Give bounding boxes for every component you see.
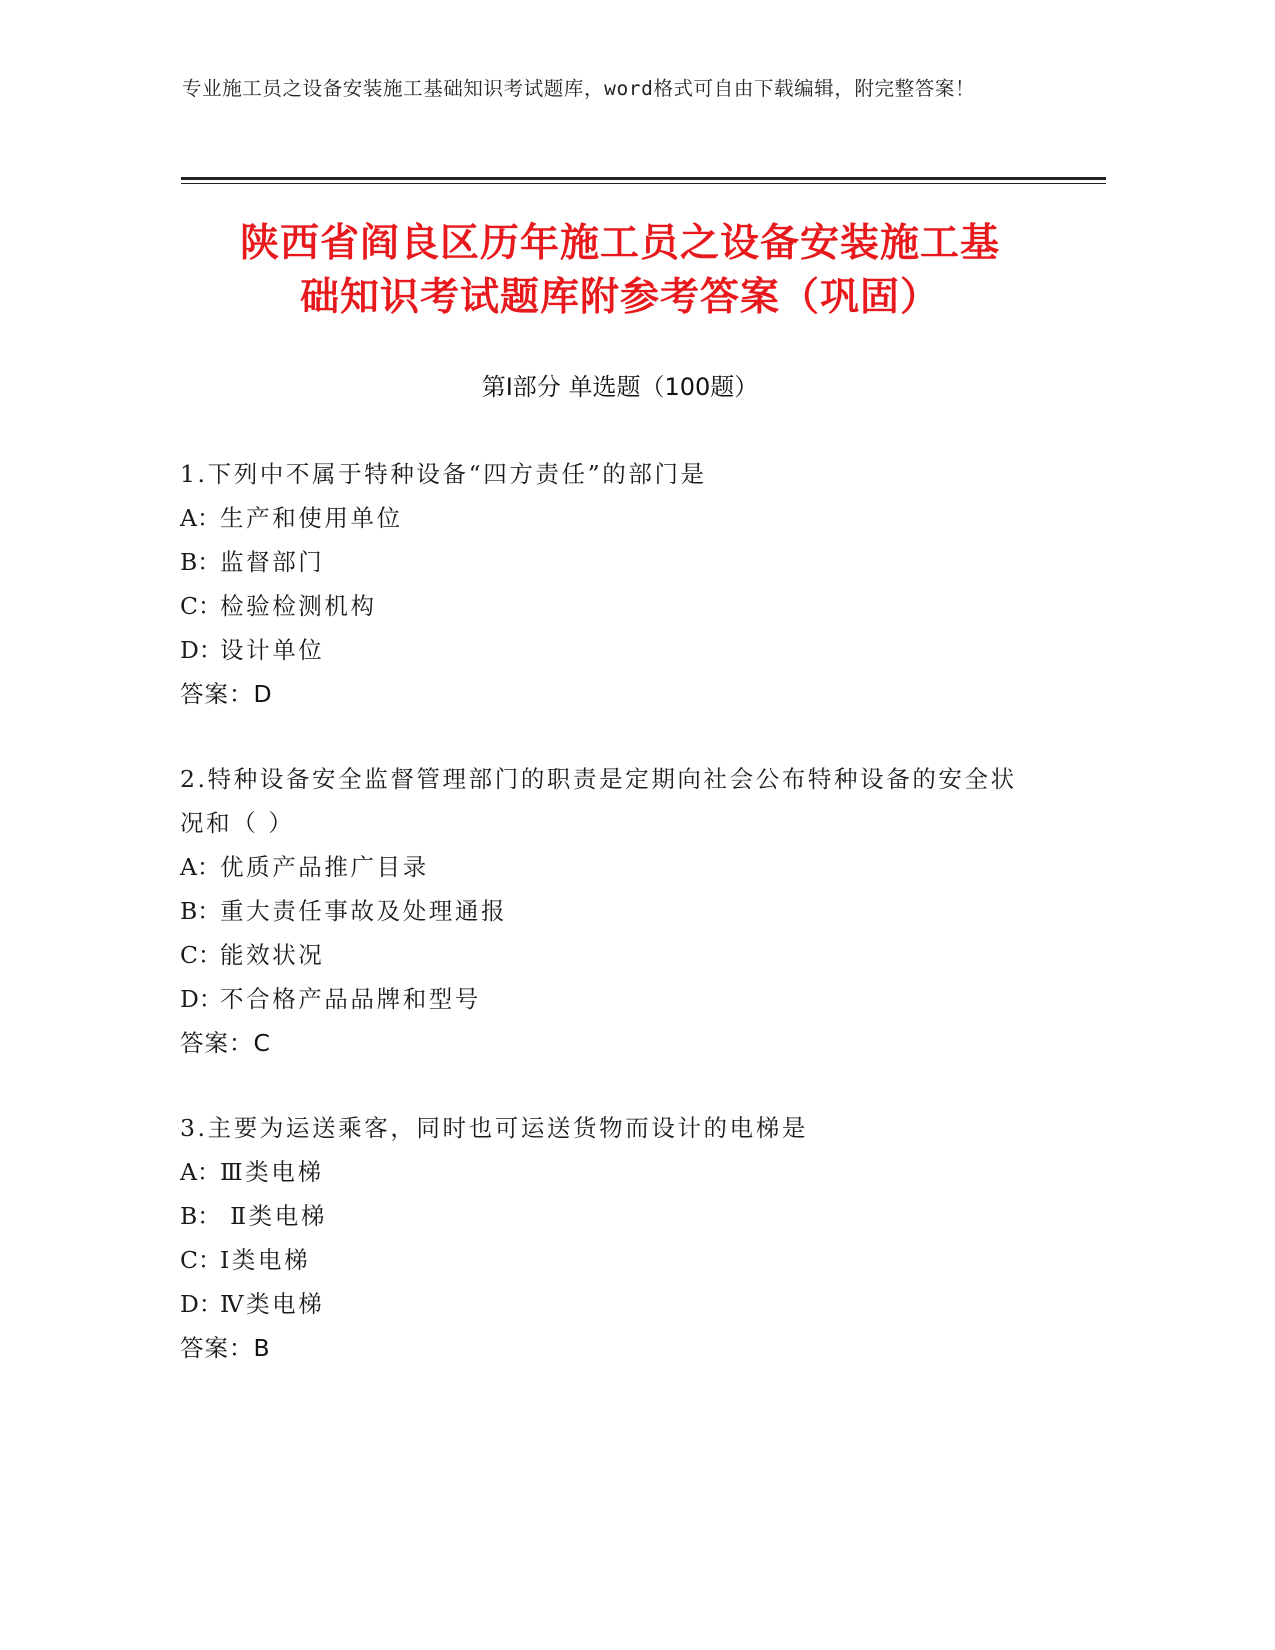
- option-text: 监督部门: [220, 548, 325, 576]
- option-c: [180, 1238, 1040, 1282]
- question-stem: 3.主要为运送乘客，同时也可运送货物而设计的电梯是: [180, 1114, 808, 1142]
- option-key: B：: [180, 897, 221, 925]
- question-3: [180, 1106, 1040, 1370]
- document-title-line-2: 础知识考试题库附参考答案（巩固）: [299, 275, 940, 320]
- option-b: [180, 1194, 1040, 1238]
- answer: 答案：C: [180, 1029, 271, 1057]
- option-a: [180, 1150, 1040, 1194]
- option-key: D：: [180, 636, 223, 664]
- option-b: [180, 889, 1040, 933]
- question-1: [180, 452, 1040, 716]
- document-title: [180, 217, 1060, 325]
- option-text: Ⅲ类电梯: [220, 1158, 324, 1186]
- option-text: Ⅳ类电梯: [220, 1290, 325, 1318]
- section-title: 第I部分 单选题（100题）: [481, 373, 759, 401]
- option-a: [180, 496, 1040, 540]
- option-key: C：: [180, 941, 222, 969]
- option-b: [180, 540, 1040, 584]
- option-text: 重大责任事故及处理通报: [220, 897, 508, 925]
- option-text: Ⅱ类电梯: [220, 1202, 327, 1230]
- option-key: A：: [180, 853, 221, 881]
- option-text: 优质产品推广目录: [220, 853, 429, 881]
- header-note: 专业施工员之设备安装施工基础知识考试题库，word格式可自由下载编辑，附完整答案！: [182, 77, 976, 100]
- option-text: 能效状况: [220, 941, 325, 969]
- option-key: C：: [180, 1246, 222, 1274]
- question-stem: 1.下列中不属于特种设备“四方责任”的部门是: [180, 460, 707, 488]
- option-text: 设计单位: [220, 636, 325, 664]
- question-2: [180, 757, 1040, 1065]
- option-d: [180, 628, 1040, 672]
- option-key: A：: [180, 504, 221, 532]
- option-key: B：: [180, 1202, 221, 1230]
- header-rule-thick: [181, 177, 1106, 180]
- option-key: A：: [180, 1158, 221, 1186]
- option-key: C：: [180, 592, 222, 620]
- answer: 答案：D: [180, 680, 273, 708]
- option-text: Ⅰ类电梯: [220, 1246, 311, 1274]
- document-title-line-1: 陕西省阎良区历年施工员之设备安装施工基: [239, 221, 1000, 266]
- header-rule-thin: [181, 183, 1106, 184]
- option-text: 不合格产品品牌和型号: [220, 985, 481, 1013]
- option-key: D：: [180, 985, 223, 1013]
- option-text: 检验检测机构: [220, 592, 377, 620]
- option-a: [180, 845, 1040, 889]
- answer: 答案：B: [180, 1334, 271, 1362]
- option-c: [180, 933, 1040, 977]
- option-key: B：: [180, 548, 221, 576]
- question-stem: 2.特种设备安全监督管理部门的职责是定期向社会公布特种设备的安全状况和（ ）: [180, 765, 1017, 837]
- option-text: 生产和使用单位: [220, 504, 403, 532]
- option-c: [180, 584, 1040, 628]
- option-d: [180, 1282, 1040, 1326]
- option-d: [180, 977, 1040, 1021]
- option-key: D：: [180, 1290, 223, 1318]
